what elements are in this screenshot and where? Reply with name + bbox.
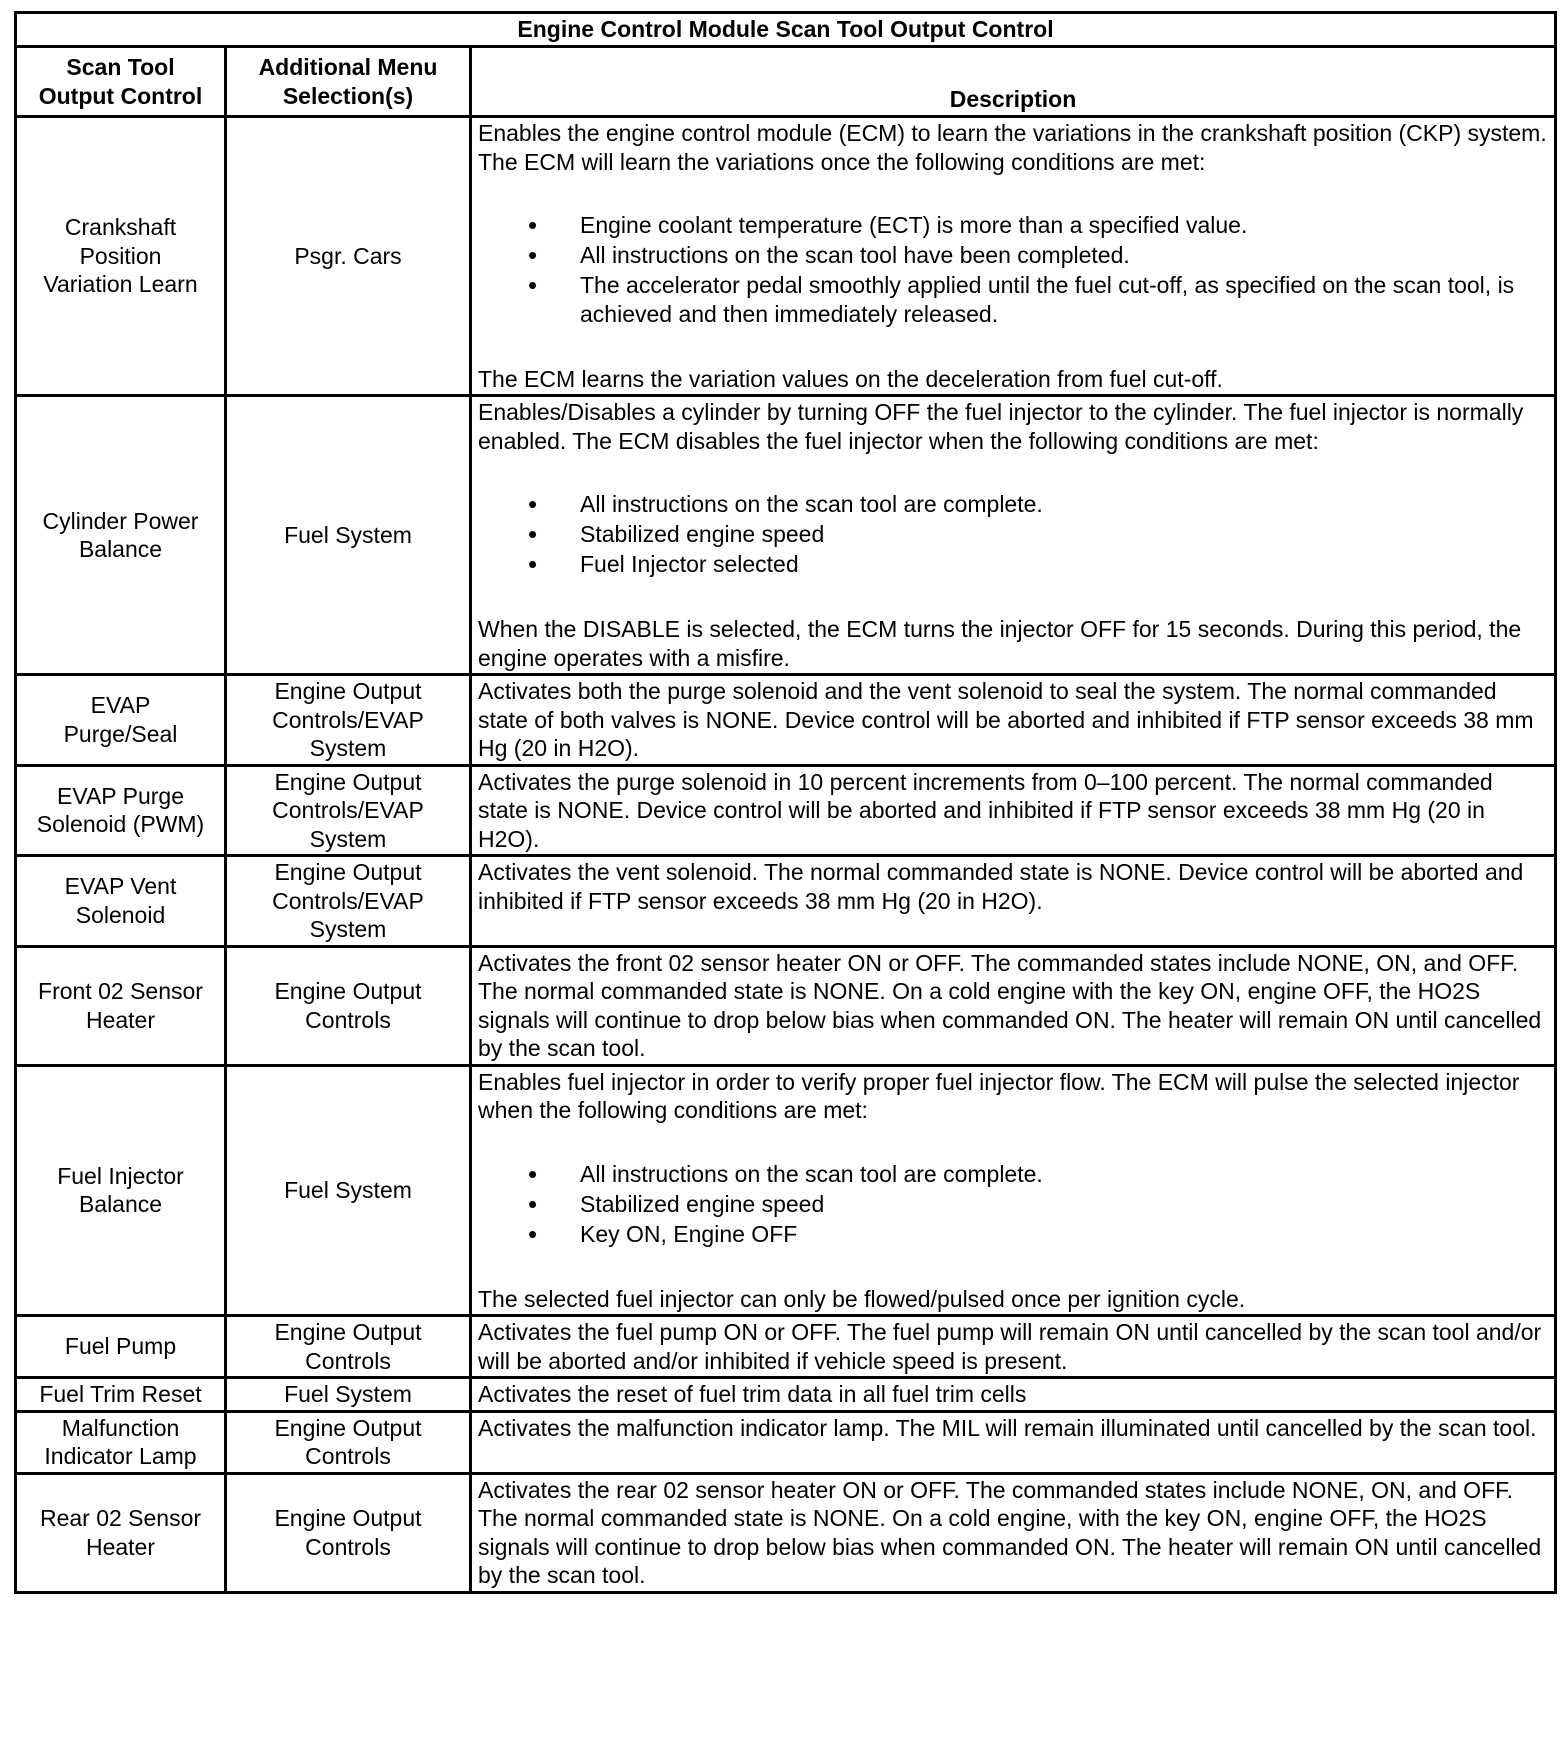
column-header-menu: Additional Menu Selection(s)	[226, 47, 471, 117]
output-control-cell: Malfunction Indicator Lamp	[16, 1411, 226, 1473]
output-control-cell: Cylinder Power Balance	[16, 396, 226, 675]
menu-selection-cell: Engine Output Controls/EVAP System	[226, 856, 471, 947]
description-note: The ECM learns the variation values on the deceleration from fuel cut-off.	[478, 365, 1223, 392]
table-row	[16, 856, 1556, 947]
output-control-cell: EVAP Purge Solenoid (PWM)	[16, 765, 226, 856]
list-item: • All instructions on the scan tool have been completed.	[478, 241, 1548, 270]
list-item: • Key ON, Engine OFF	[478, 1220, 1548, 1249]
output-control-cell: EVAP Purge/Seal	[16, 675, 226, 766]
menu-selection-cell: Engine Output Controls	[226, 1316, 471, 1378]
output-control-cell: Front 02 Sensor Heater	[16, 946, 226, 1065]
description-cell	[471, 1065, 1556, 1316]
spacer	[478, 1250, 1548, 1285]
table-row	[16, 1473, 1556, 1592]
output-control-cell: EVAP Vent Solenoid	[16, 856, 226, 947]
description-cell	[471, 117, 1556, 396]
scan-tool-output-control-table	[14, 11, 1557, 1594]
condition-list	[478, 211, 1548, 328]
table-body	[16, 117, 1556, 1593]
menu-selection-cell: Engine Output Controls/EVAP System	[226, 675, 471, 766]
description-cell	[471, 396, 1556, 675]
output-control-cell: Fuel Injector Balance	[16, 1065, 226, 1316]
list-item: • Stabilized engine speed	[478, 520, 1548, 549]
menu-selection-cell: Fuel System	[226, 1065, 471, 1316]
table-row	[16, 946, 1556, 1065]
column-header-description: Description	[471, 47, 1556, 117]
spacer	[478, 455, 1548, 490]
description-text: Activates the fuel pump ON or OFF. The fuel pump will remain ON until cancelled by the scan tool and/or will be aborted and/or inhibited if vehicle speed is present.	[478, 1319, 1542, 1374]
menu-selection-cell: Fuel System	[226, 396, 471, 675]
document-page	[14, 11, 1554, 1594]
table-row	[16, 1065, 1556, 1316]
table-row	[16, 765, 1556, 856]
condition-list	[478, 1160, 1548, 1249]
description-text: Activates the reset of fuel trim data in all fuel trim cells	[478, 1381, 1027, 1407]
output-control-cell: Crankshaft Position Variation Learn	[16, 117, 226, 396]
menu-selection-cell: Engine Output Controls/EVAP System	[226, 765, 471, 856]
output-control-cell: Fuel Pump	[16, 1316, 226, 1378]
description-cell	[471, 946, 1556, 1065]
description-note: When the DISABLE is selected, the ECM turns the injector OFF for 15 seconds. During this period, the engine operates with a misfire.	[478, 616, 1522, 671]
description-text: Activates the rear 02 sensor heater ON or OFF. The commanded states include NONE, ON, and OFF. The normal commanded state is NONE. On a cold engine, with the key ON, engine OFF, the HO2S signals will continue to drop below bias when commanded ON. The heater will remain ON until cancelled by the scan tool.	[478, 1476, 1542, 1588]
description-cell	[471, 1378, 1556, 1412]
description-text: Activates both the purge solenoid and the vent solenoid to seal the system. The normal commanded state of both valves is NONE. Device control will be aborted and inhibited if FTP sensor exceeds 38 mm Hg (20 in H2O).	[478, 678, 1534, 761]
list-item: • The accelerator pedal smoothly applied until the fuel cut-off, as specified on the scan tool, is achieved and then immediately released.	[478, 271, 1548, 328]
description-cell	[471, 1316, 1556, 1378]
menu-selection-cell: Engine Output Controls	[226, 1411, 471, 1473]
description-cell	[471, 1473, 1556, 1592]
description-cell	[471, 765, 1556, 856]
list-item: • Engine coolant temperature (ECT) is more than a specified value.	[478, 211, 1548, 240]
menu-selection-cell: Psgr. Cars	[226, 117, 471, 396]
table-row	[16, 117, 1556, 396]
column-header-control: Scan Tool Output Control	[16, 47, 226, 117]
description-note: The selected fuel injector can only be flowed/pulsed once per ignition cycle.	[478, 1285, 1246, 1312]
menu-selection-cell: Fuel System	[226, 1378, 471, 1412]
spacer	[478, 176, 1548, 211]
output-control-cell: Rear 02 Sensor Heater	[16, 1473, 226, 1592]
description-text: Activates the purge solenoid in 10 percent increments from 0–100 percent. The normal commanded state is NONE. Device control will be aborted and inhibited if FTP sensor exceeds 38 mm Hg (20 in H2O).	[478, 768, 1493, 852]
condition-list	[478, 490, 1548, 579]
menu-selection-cell: Engine Output Controls	[226, 1473, 471, 1592]
table-row	[16, 675, 1556, 766]
spacer	[478, 580, 1548, 615]
description-cell	[471, 1411, 1556, 1473]
description-cell	[471, 856, 1556, 947]
column-header-row	[16, 47, 1556, 117]
list-item: • All instructions on the scan tool are complete.	[478, 490, 1548, 519]
table-title: Engine Control Module Scan Tool Output Control	[16, 13, 1556, 47]
description-text: Enables the engine control module (ECM) to learn the variations in the crankshaft position (CKP) system. The ECM will learn the variations once the following conditions are met:	[478, 120, 1547, 175]
description-text: Enables fuel injector in order to verify proper fuel injector flow. The ECM will pulse the selected injector when the following conditions are met:	[478, 1068, 1520, 1123]
description-text: Enables/Disables a cylinder by turning OFF the fuel injector to the cylinder. The fuel injector is normally enabled. The ECM disables the fuel injector when the following conditions are met:	[478, 399, 1524, 454]
description-text: Activates the vent solenoid. The normal commanded state is NONE. Device control will be aborted and inhibited if FTP sensor exceeds 38 mm Hg (20 in H2O).	[478, 859, 1524, 914]
table-row	[16, 396, 1556, 675]
list-item: • Stabilized engine speed	[478, 1190, 1548, 1219]
output-control-cell: Fuel Trim Reset	[16, 1378, 226, 1412]
spacer	[478, 330, 1548, 365]
description-text: Activates the front 02 sensor heater ON or OFF. The commanded states include NONE, ON, and OFF. The normal commanded state is NONE. On a cold engine with the key ON, engine OFF, the HO2S signals will continue to drop below bias when commanded ON. The heater will remain ON until cancelled by the scan tool.	[478, 949, 1542, 1061]
table-title-row	[16, 13, 1556, 47]
list-item: • All instructions on the scan tool are complete.	[478, 1160, 1548, 1189]
table-row	[16, 1411, 1556, 1473]
menu-selection-cell: Engine Output Controls	[226, 946, 471, 1065]
list-item: • Fuel Injector selected	[478, 550, 1548, 579]
table-row	[16, 1378, 1556, 1412]
spacer	[478, 1125, 1548, 1160]
table-row	[16, 1316, 1556, 1378]
description-text: Activates the malfunction indicator lamp. The MIL will remain illuminated until cancelled by the scan tool.	[478, 1414, 1537, 1441]
description-cell	[471, 675, 1556, 766]
